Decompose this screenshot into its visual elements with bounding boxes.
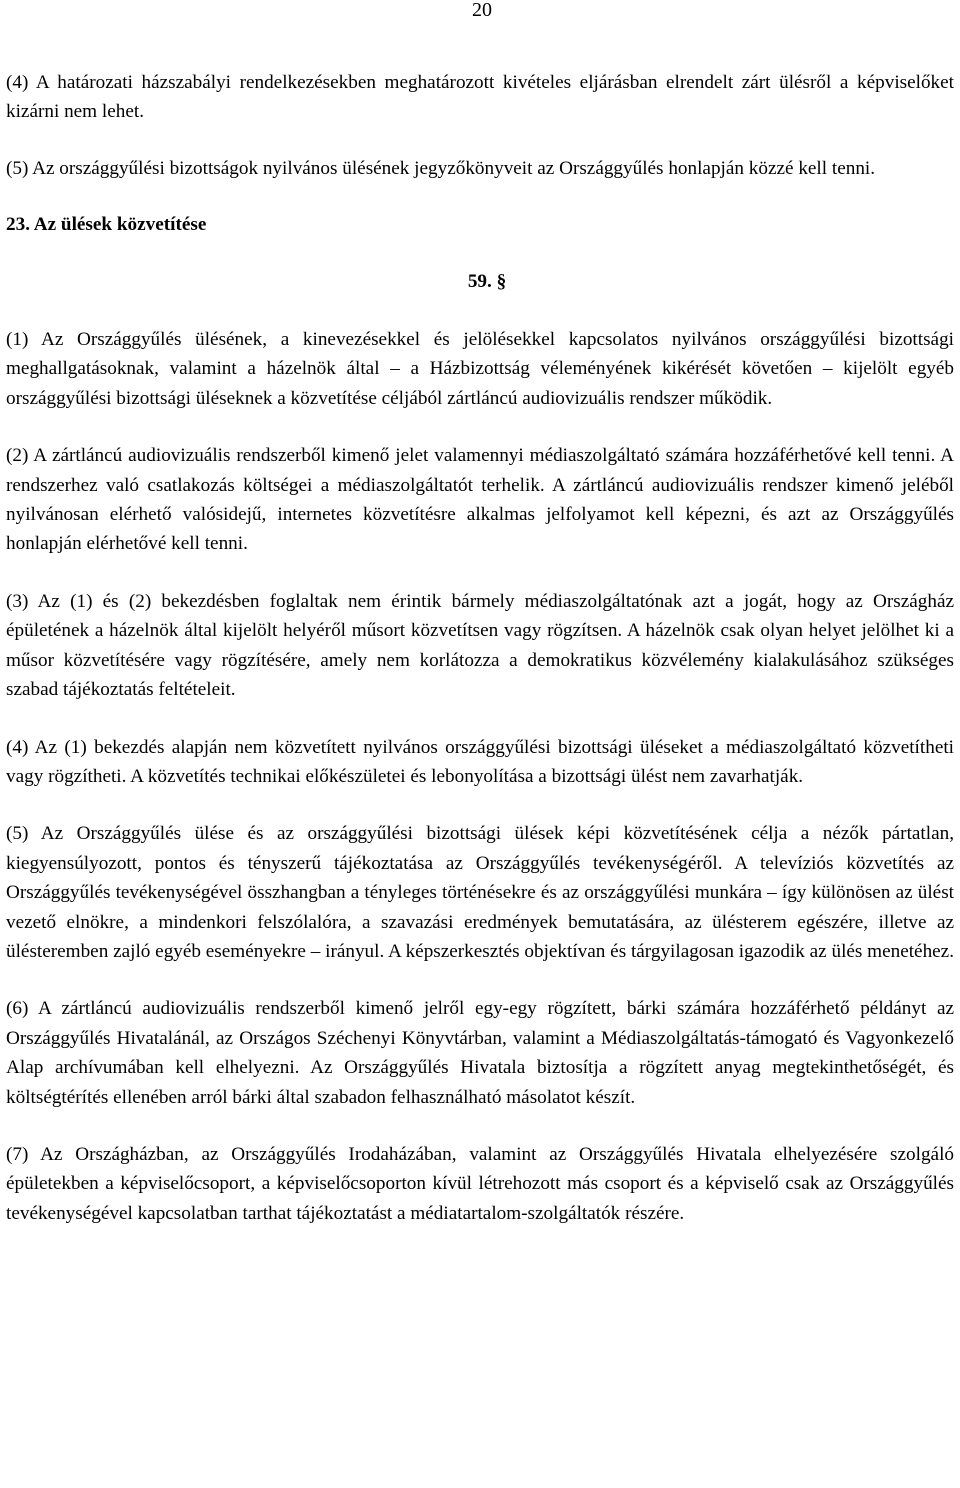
paragraph-4: (4) Az (1) bekezdés alapján nem közvetített nyilvános országgyűlési bizottsági üléseket a médiaszolgáltató közvetítheti vagy rögzítheti. A közvetítés technikai előkészületei és lebonyolítása a bizottsági ülést nem zavarhatják. (6, 736, 954, 787)
page-number: 20 (472, 0, 492, 21)
paragraph-3: (3) Az (1) és (2) bekezdésben foglaltak nem érintik bármely médiaszolgáltatónak azt a jogát, hogy az Országház épületének a házelnök által kijelölt helyéről műsort közvetítsen vagy rögzítsen. A házelnök csak olyan helyet jelölhet ki a műsor közvetítésére vagy rögzítésére, amely nem korlátozza a demokratikus közvélemény kialakulásához szükséges szabad tájékoztatás feltételeit. (6, 590, 954, 701)
paragraph-5: (5) Az Országgyűlés ülése és az országgyűlési bizottsági ülések képi közvetítésének célja a nézők pártatlan, kiegyensúlyozott, pontos és tényszerű tájékoztatása az Országgyűlés tevékenységéről. A televíziós közvetítés az Országgyűlés tevékenységével összhangban a tényleges történésekre és az országgyűlési munkára – így különösen az ülést vezető elnökre, a mindenkori felszólalóra, a szavazási eredmények bemutatására, az ülésterem egészére, illetve az ülésteremben zajló egyéb eseményekre – irányul. A képszerkesztés objektívan és tárgyilagosan igazodik az ülés menetéhez. (6, 823, 954, 962)
paragraph-6: (6) A zártláncú audiovizuális rendszerből kimenő jelről egy-egy rögzített, bárki számára hozzáférhető példányt az Országgyűlés Hivatalánál, az Országos Széchenyi Könyvtárban, valamint a Médiaszolgáltatás-támogató és Vagyonkezelő Alap archívumában kell elhelyezni. Az Országgyűlés Hivatala biztosítja a rögzített anyag megtekinthetőségét, és költségtérítés ellenében arról bárki által szabadon felhasználható másolatot készít. (6, 998, 954, 1108)
paragraph-top-5: (5) Az országgyűlési bizottságok nyilvános ülésének jegyzőkönyveit az Országgyűlés honlapján közzé kell tenni. (6, 157, 876, 179)
paragraph-7: (7) Az Országházban, az Országgyűlés Irodaházában, valamint az Országgyűlés Hivatala elhelyezésére szolgáló épületekben a képviselőcsoport, a képviselőcsoporton kívül létrehozott más csoport és a képviselő csak az Országgyűlés tevékenységével kapcsolatban tarthat tájékoztatást a médiatartalom-szolgáltatók részére. (6, 1143, 954, 1224)
section-heading: 23. Az ülések közvetítése (6, 214, 207, 236)
paragraph-1: (1) Az Országgyűlés ülésének, a kinevezésekkel és jelölésekkel kapcsolatos nyilvános országgyűlési bizottsági meghallgatásoknak, valamint a házelnök által – a Házbizottság véleményének kikérését követően – kijelölt egyéb országgyűlési bizottsági üléseknek a közvetítése céljából zártláncú audiovizuális rendszer működik. (6, 329, 954, 409)
paragraph-top-4: (4) A határozati házszabályi rendelkezésekben meghatározott kivételes eljárásban elrendelt zárt ülésről a képviselőket kizárni nem lehet. (6, 72, 954, 123)
paragraph-2: (2) A zártláncú audiovizuális rendszerből kimenő jelet valamennyi médiaszolgáltató számára hozzáférhetővé kell tenni. A rendszerhez való csatlakozás költségei a médiaszolgáltatót terhelik. A zártláncú audiovizuális rendszer kimenő jeléből nyilvánosan elérhető valósidejű, internetes közvetítésre alkalmas jelfolyamot kell képezni, és azt az Országgyűlés honlapján elérhetővé kell tenni. (6, 445, 954, 555)
document-body (6, 68, 954, 1228)
paragraph-heading: 59. § (467, 270, 507, 292)
